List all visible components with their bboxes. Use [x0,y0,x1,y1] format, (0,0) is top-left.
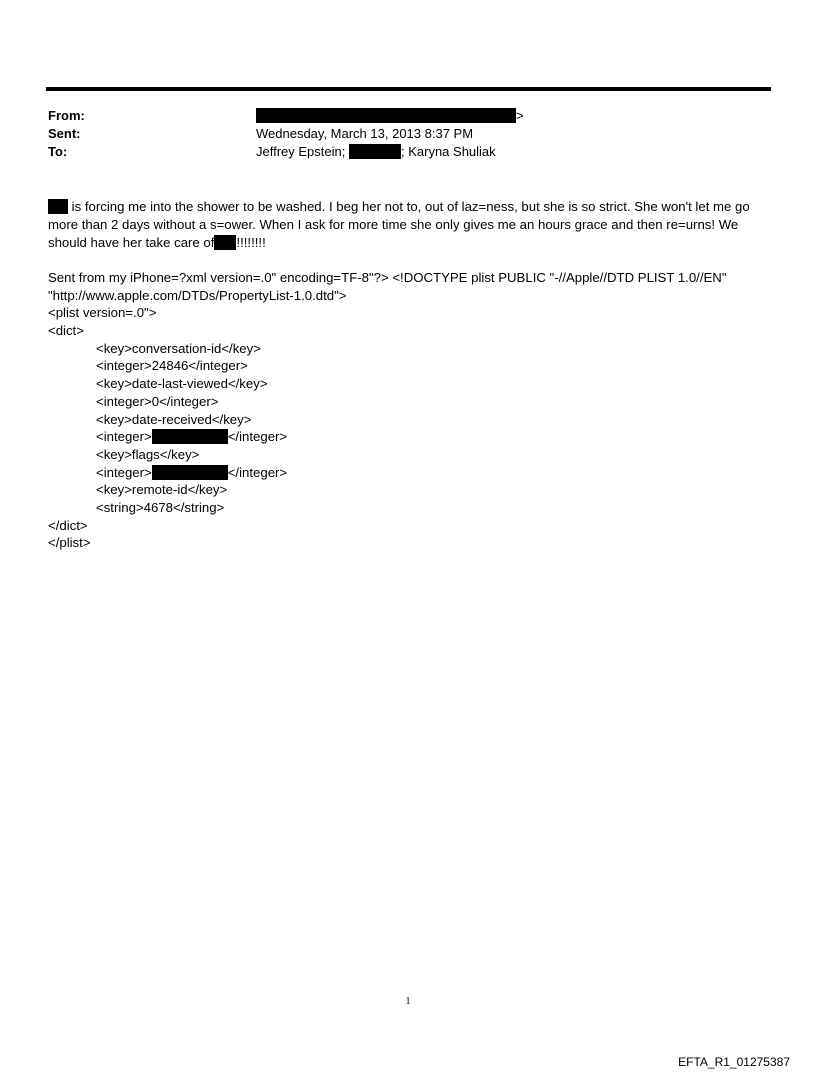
sent-from-line-1: Sent from my iPhone=?xml version=.0" encoding=TF-8"?> <!DOCTYPE plist PUBLIC "-//Apple//DTD PLIST 1.0//EN" [48,270,727,285]
to-recipient-1: Jeffrey Epstein; [256,144,346,159]
key-conversation-id: <key>conversation-id</key> [96,340,261,356]
to-recipient-3: ; Karyna Shuliak [401,144,496,159]
integer-flags [48,464,727,482]
from-suffix: > [516,108,524,123]
redaction-block [48,199,68,214]
body-text-2: !!!!!!!! [236,235,266,250]
key-date-received: <key>date-received</key> [96,411,252,427]
integer-date-last-viewed: <integer>0</integer> [96,393,219,409]
plist-open: <plist version=.0"> [48,305,157,321]
page-number: 1 [405,996,411,1007]
integer-close-tag: </integer> [227,464,288,480]
header-rule [46,87,771,91]
from-value [256,107,524,124]
integer-open-tag: <integer> [96,429,152,445]
plist-block [48,269,727,552]
document-id: EFTA_R1_01275387 [678,1055,790,1069]
integer-close-tag: </integer> [227,429,288,445]
to-value [256,143,496,160]
string-remote-id: <string>4678</string> [96,499,225,515]
redaction-block [152,465,228,480]
integer-conversation-id: <integer>24846</integer> [96,358,248,374]
sent-label: Sent: [48,126,81,141]
plist-close: </plist> [48,535,91,551]
redaction-block [152,429,228,444]
key-remote-id: <key>remote-id</key> [96,482,228,498]
key-date-last-viewed: <key>date-last-viewed</key> [96,376,268,392]
redaction-block [214,235,236,250]
key-flags: <key>flags</key> [96,446,200,462]
from-label: From: [48,108,85,123]
sent-value: Wednesday, March 13, 2013 8:37 PM [256,126,474,141]
redaction-block [256,108,516,123]
integer-open-tag: <integer> [96,464,152,480]
redaction-block [349,144,401,159]
sent-from-line-2: "http://www.apple.com/DTDs/PropertyList-1.0.dtd"> [48,287,347,303]
message-body [48,198,773,252]
integer-date-received [48,428,727,446]
to-label: To: [48,144,68,159]
dict-open: <dict> [48,323,84,339]
body-text-1: is forcing me into the shower to be washed. I beg her not to, out of laz=ness, but she is so strict. She won't let me go more than 2 days without a s=ower. When I ask for more time she only gives me an hours grace and then re=urns! We should have her take care of [48,199,750,250]
dict-close: </dict> [48,517,88,533]
